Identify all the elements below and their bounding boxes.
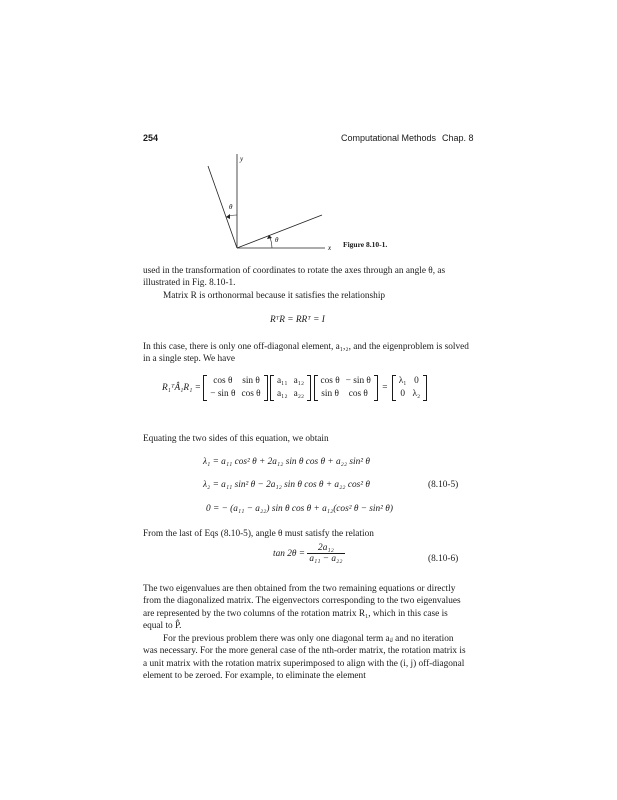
zero-equation: 0 = − (a₁₁ − a₂₂) sin θ cos θ + a₁₂(cos² θ − sin² θ) [206,504,393,514]
paragraph-4: Equating the two sides of this equation, we obtain [143,434,329,444]
equation-number-8-10-6: (8.10-6) [428,554,459,564]
diagonal-matrix [392,375,428,401]
matrix-cell: a₁₂ [276,389,288,399]
matrix-cell: − sin θ [345,376,371,386]
arrowhead-lower [267,235,272,239]
rotation-figure [199,150,345,252]
equals-sign: = [382,383,388,393]
equation-number-8-10-5: (8.10-5) [428,480,459,490]
rotated-y-axis [208,166,237,248]
rotation-transpose-matrix [203,375,267,401]
matrix-cell: 0 [414,376,419,386]
paragraph-6: The two eigenvalues are then obtained from the two remaining equations or directly from the diagonalized matrix. The eigenvectors corresponding to the two eigenvalues are represented by the two columns of the rotation matrix R₁, which in this case is equal to P̂. [143,584,461,631]
lambda2-equation: λ₂ = a₁₁ sin² θ − 2a₁₂ sin θ cos θ + a₂₂ cos² θ [203,480,370,490]
matrix-cell: a₁₂ [293,376,305,386]
matrix-cell: cos θ [213,376,233,386]
running-title: Computational Methods [341,133,437,143]
paragraph-7: For the previous problem there was only one diagonal term aᵢⱼ and no iteration was necessary. For the more general case of the nth-order matrix, the rotation matrix is a unit matrix with the rotation matrix superimposed to align with the (i, j) off-diagonal element to be zeroed. For example, to eliminate the element [143,634,466,681]
matrix-cell: sin θ [242,376,260,386]
chapter-label: Chap. 8 [442,133,474,143]
matrix-cell: cos θ [320,376,340,386]
matrix-cell: sin θ [321,389,339,399]
matrix-cell: λ₁ [398,376,407,386]
page-number: 254 [143,133,159,143]
a-matrix [270,375,311,401]
y-axis-label: y [240,155,244,163]
matrix-equation [162,375,427,401]
x-axis-label: x [328,244,332,252]
matrix-cell: cos θ [348,389,368,399]
paragraph-2: Matrix R is orthonormal because it satisfies the relationship [163,291,386,301]
matrix-eq-lhs: R₁ᵀÂ₁R₁ = [162,383,201,393]
lambda1-equation: λ₁ = a₁₁ cos² θ + 2a₁₂ sin θ cos θ + a₂₂ sin² θ [203,457,370,467]
tan-fraction [307,543,344,564]
orthonormal-equation: RᵀR = RRᵀ = I [270,315,325,325]
paragraph-5: From the last of Eqs (8.10-5), angle θ must satisfy the relation [143,529,374,539]
tan-numerator: 2a₁₂ [307,543,344,554]
matrix-cell: a₁₁ [276,376,288,386]
tan-lhs: tan 2θ = [273,548,306,559]
paragraph-1: used in the transformation of coordinates to rotate the axes through an angle θ, as illustrated in Fig. 8.10-1. [143,266,446,289]
matrix-cell: − sin θ [210,389,236,399]
matrix-cell: λ₂ [412,389,421,399]
rotation-matrix [314,375,378,401]
tan-equation [273,543,345,564]
paragraph-3: In this case, there is only one off-diagonal element, a₁,₂, and the eigenproblem is solved in a single step. We have [143,342,469,365]
theta-label-upper: θ [229,203,233,211]
tan-denominator: a₁₁ − a₂₂ [309,554,343,564]
matrix-cell: cos θ [241,389,261,399]
figure-caption: Figure 8.10-1. [343,240,388,249]
rotated-x-axis [237,215,322,248]
matrix-cell: 0 [400,389,405,399]
theta-label-lower: θ [275,236,279,244]
matrix-cell: a₂₂ [293,389,305,399]
